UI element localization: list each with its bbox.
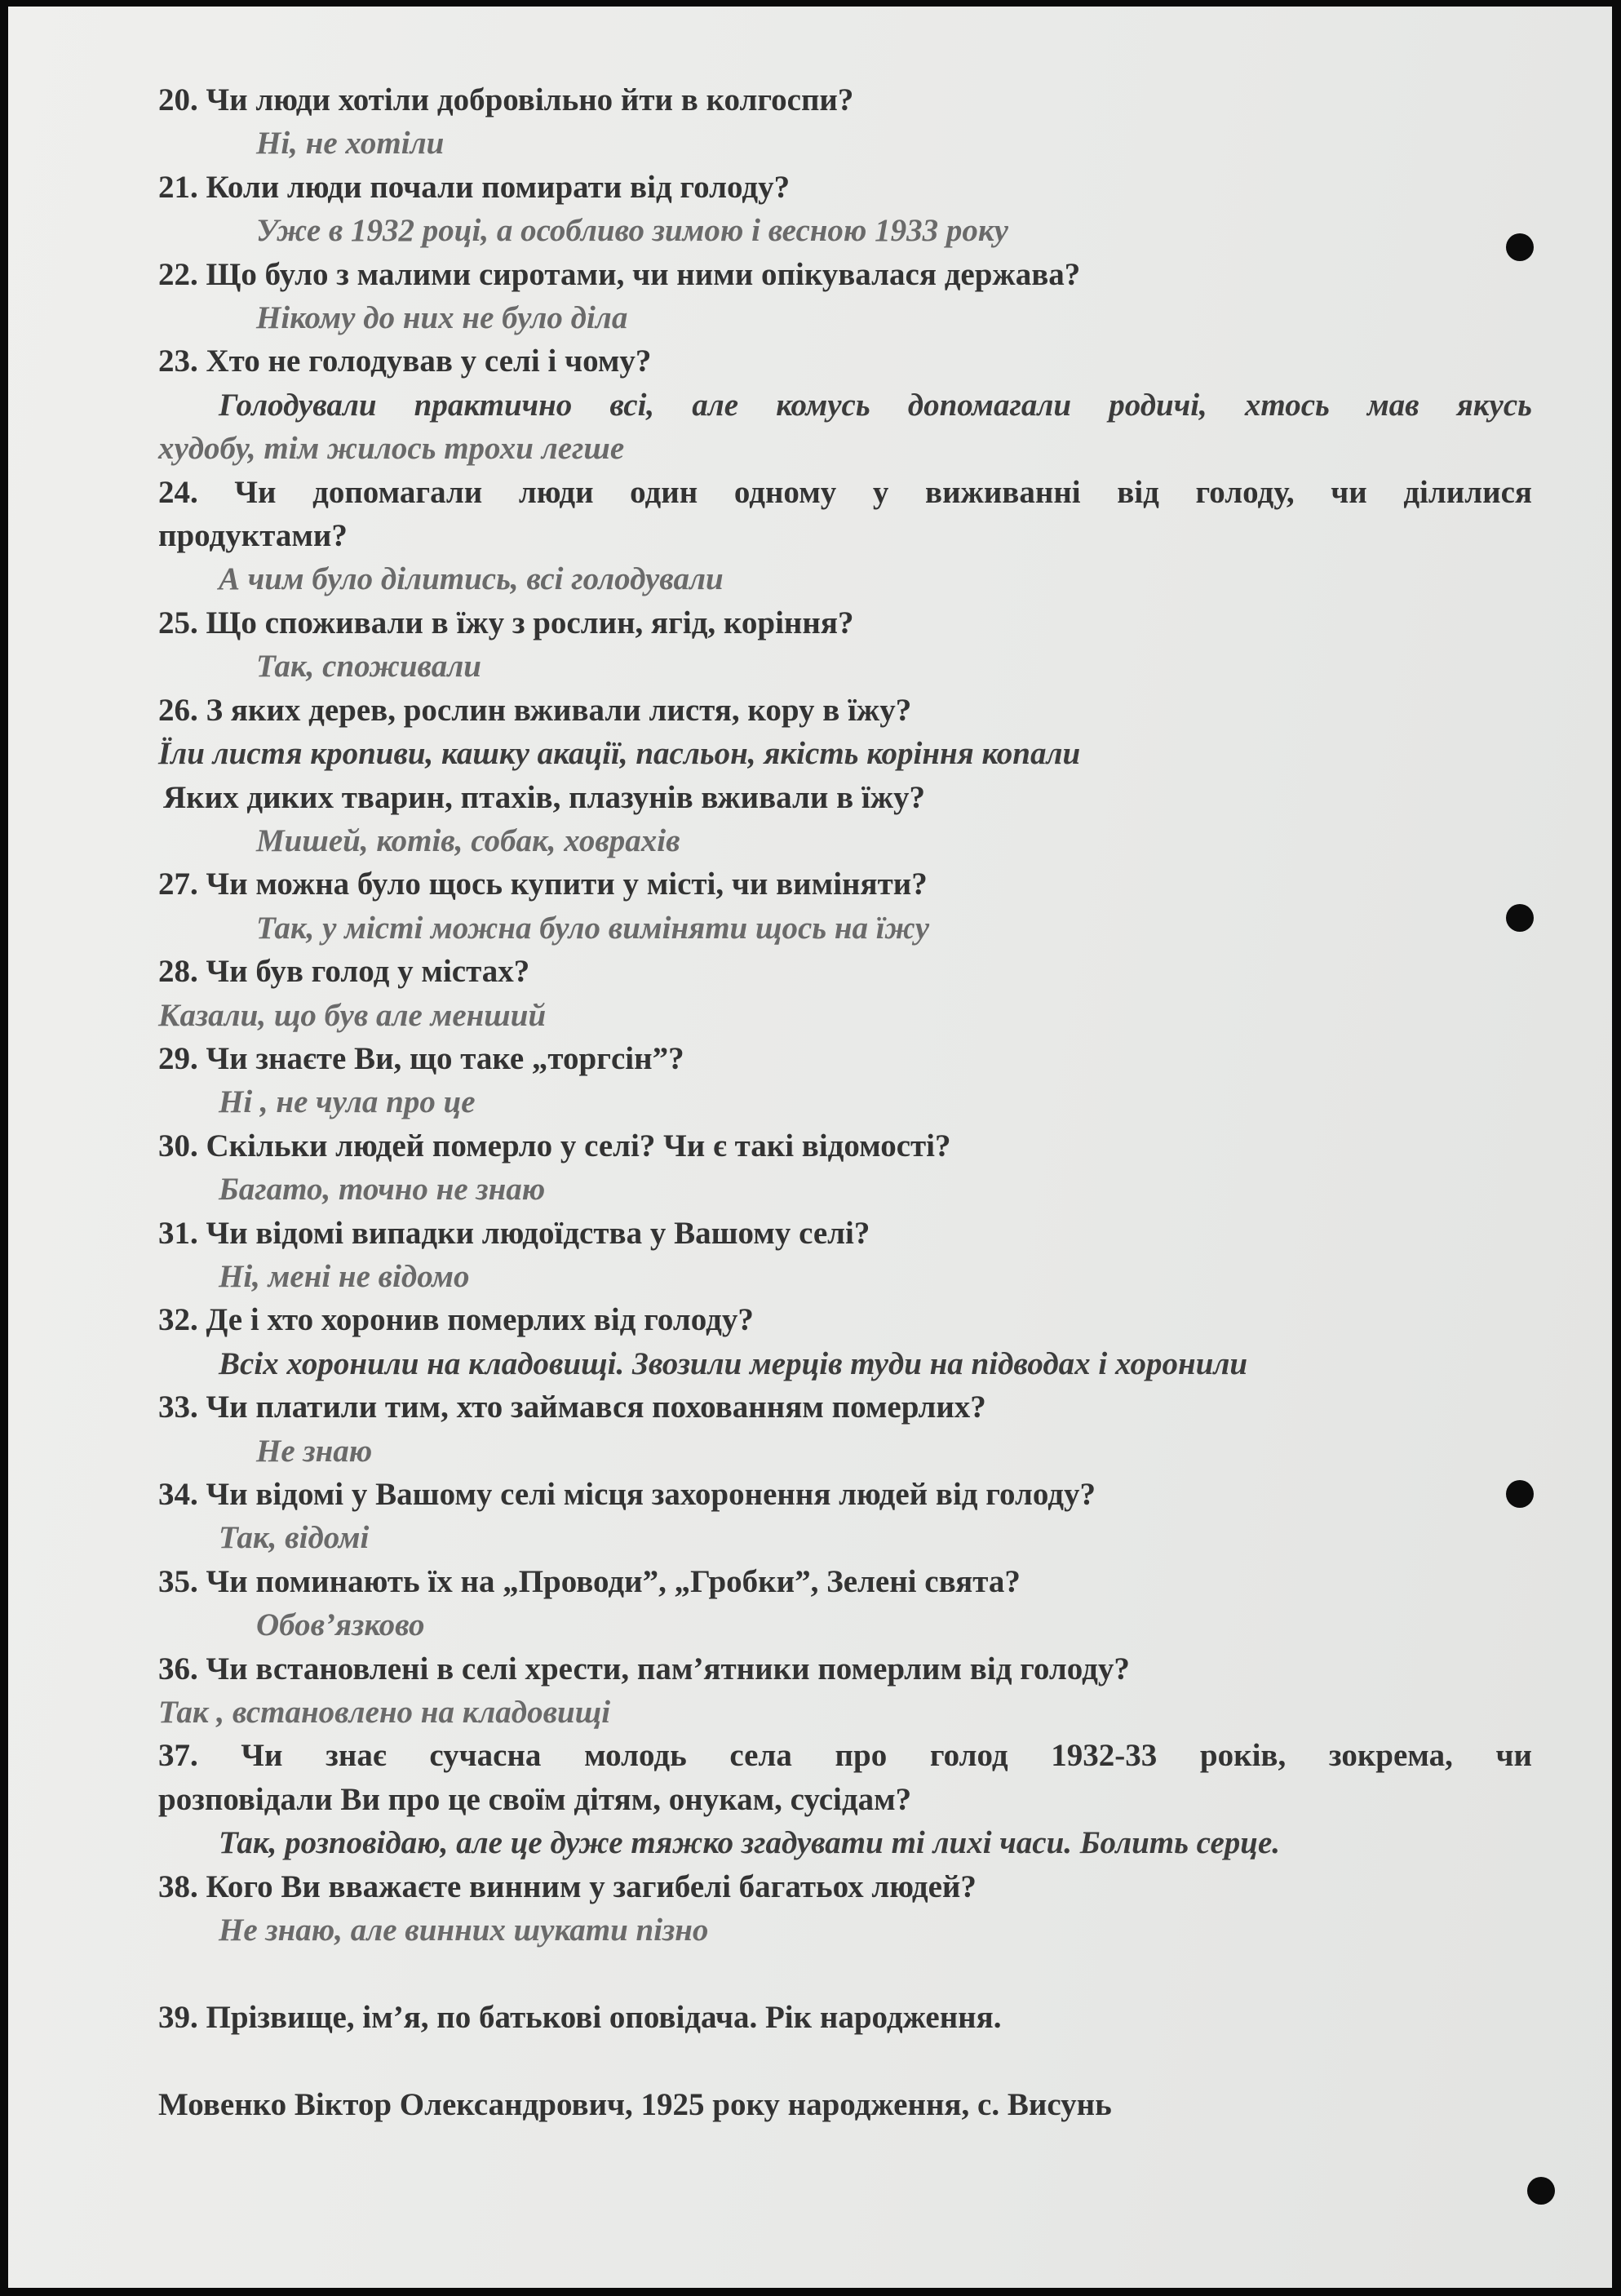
- answer-27: Так, у місті можна було виміняти щось на їжу: [256, 910, 930, 946]
- question-37-line-2: розповідали Ви про це своїм дітям, онукам, сусідам?: [158, 1781, 912, 1817]
- punch-hole: [1506, 233, 1534, 261]
- question-23: 23. Хто не голодував у селі і чому?: [158, 344, 652, 379]
- punch-hole: [1506, 1480, 1534, 1508]
- question-24-line-1: 24. Чи допомагали люди один одному у виживанні від голоду, чи ділилися: [158, 474, 1532, 510]
- question-37-line-1: 37. Чи знає сучасна молодь села про голод 1932-33 років, зокрема, чи: [158, 1738, 1532, 1774]
- question-27: 27. Чи можна було щось купити у місті, чи виміняти?: [158, 867, 928, 902]
- question-26b: Яких диких тварин, птахів, плазунів вживали в їжу?: [163, 779, 926, 815]
- question-32: 32. Де і хто хоронив померлих від голоду?: [158, 1302, 754, 1338]
- answer-31: Ні, мені не відомо: [219, 1258, 470, 1294]
- question-34: 34. Чи відомі у Вашому селі місця захоронення людей від голоду?: [158, 1477, 1096, 1512]
- answer-25: Так, споживали: [256, 649, 481, 685]
- blank-line: [158, 2039, 1532, 2082]
- question-29: 29. Чи знаєте Ви, що таке „торгсін”?: [158, 1040, 684, 1076]
- answer-34: Так, відомі: [219, 1520, 370, 1556]
- question-28: 28. Чи був голод у містах?: [158, 954, 530, 990]
- document-page: [8, 7, 1612, 2288]
- answer-28: Казали, що був але менший: [158, 997, 547, 1033]
- answer-22: Нікому до них не було діла: [256, 300, 628, 336]
- answer-37: Так, розповідаю, але це дуже тяжко згадувати ті лихі часи. Болить серце.: [219, 1825, 1281, 1861]
- question-24-line-2: продуктами?: [158, 518, 348, 554]
- punch-hole: [1506, 904, 1534, 932]
- narrator-info: Мовенко Віктор Олександрович, 1925 року народження, с. Висунь: [158, 2086, 1112, 2122]
- question-25: 25. Що споживали в їжу з рослин, ягід, коріння?: [158, 605, 854, 640]
- question-39: 39. Прізвище, ім’я, по батькові оповідача. Рік народження.: [158, 1999, 1002, 2035]
- answer-35: Обов’язково: [256, 1607, 425, 1643]
- question-30: 30. Скільки людей померло у селі? Чи є такі відомості?: [158, 1128, 951, 1164]
- question-26: 26. З яких дерев, рослин вживали листя, кору в їжу?: [158, 692, 912, 728]
- question-38: 38. Кого Ви вважаєте винним у загибелі багатьох людей?: [158, 1868, 977, 1904]
- answer-33: Не знаю: [256, 1433, 373, 1469]
- answer-32: Всіх хоронили на кладовищі. Звозили мерців туди на підводах і хоронили: [219, 1345, 1248, 1381]
- question-31: 31. Чи відомі випадки людоїдства у Вашому селі?: [158, 1215, 870, 1251]
- question-22: 22. Що було з малими сиротами, чи ними опікувалася держава?: [158, 256, 1081, 292]
- answer-26b: Мишей, котів, собак, ховрахів: [256, 822, 680, 858]
- answer-36: Так , встановлено на кладовищі: [158, 1695, 611, 1731]
- answer-21: Уже в 1932 році, а особливо зимою і весною 1933 року: [256, 213, 1008, 249]
- questionnaire-text: [158, 78, 1532, 2126]
- blank-line: [158, 1952, 1532, 1995]
- answer-20: Ні, не хотіли: [256, 126, 445, 162]
- question-33: 33. Чи платили тим, хто займався похованням померлих?: [158, 1390, 986, 1425]
- answer-23-line-2: худобу, тім жилось трохи легше: [158, 431, 625, 467]
- answer-38: Не знаю, але винних шукати пізно: [219, 1913, 709, 1948]
- answer-23-line-1: Голодували практично всі, але комусь допомагали родичі, хтось мав якусь: [219, 387, 1532, 423]
- answer-26: Їли листя кропиви, кашку акації, пасльон, якість коріння копали: [158, 736, 1081, 772]
- question-21: 21. Коли люди почали помирати від голоду?: [158, 169, 791, 205]
- question-20: 20. Чи люди хотіли добровільно йти в колгоспи?: [158, 82, 854, 117]
- answer-24: А чим було ділитись, всі голодували: [219, 561, 724, 597]
- answer-29: Ні , не чула про це: [219, 1084, 476, 1120]
- punch-hole: [1527, 2177, 1555, 2205]
- question-36: 36. Чи встановлені в селі хрести, пам’ятники померлим від голоду?: [158, 1651, 1130, 1687]
- question-35: 35. Чи поминають їх на „Проводи”, „Гробки”, Зелені свята?: [158, 1563, 1021, 1599]
- answer-30: Багато, точно не знаю: [219, 1172, 546, 1208]
